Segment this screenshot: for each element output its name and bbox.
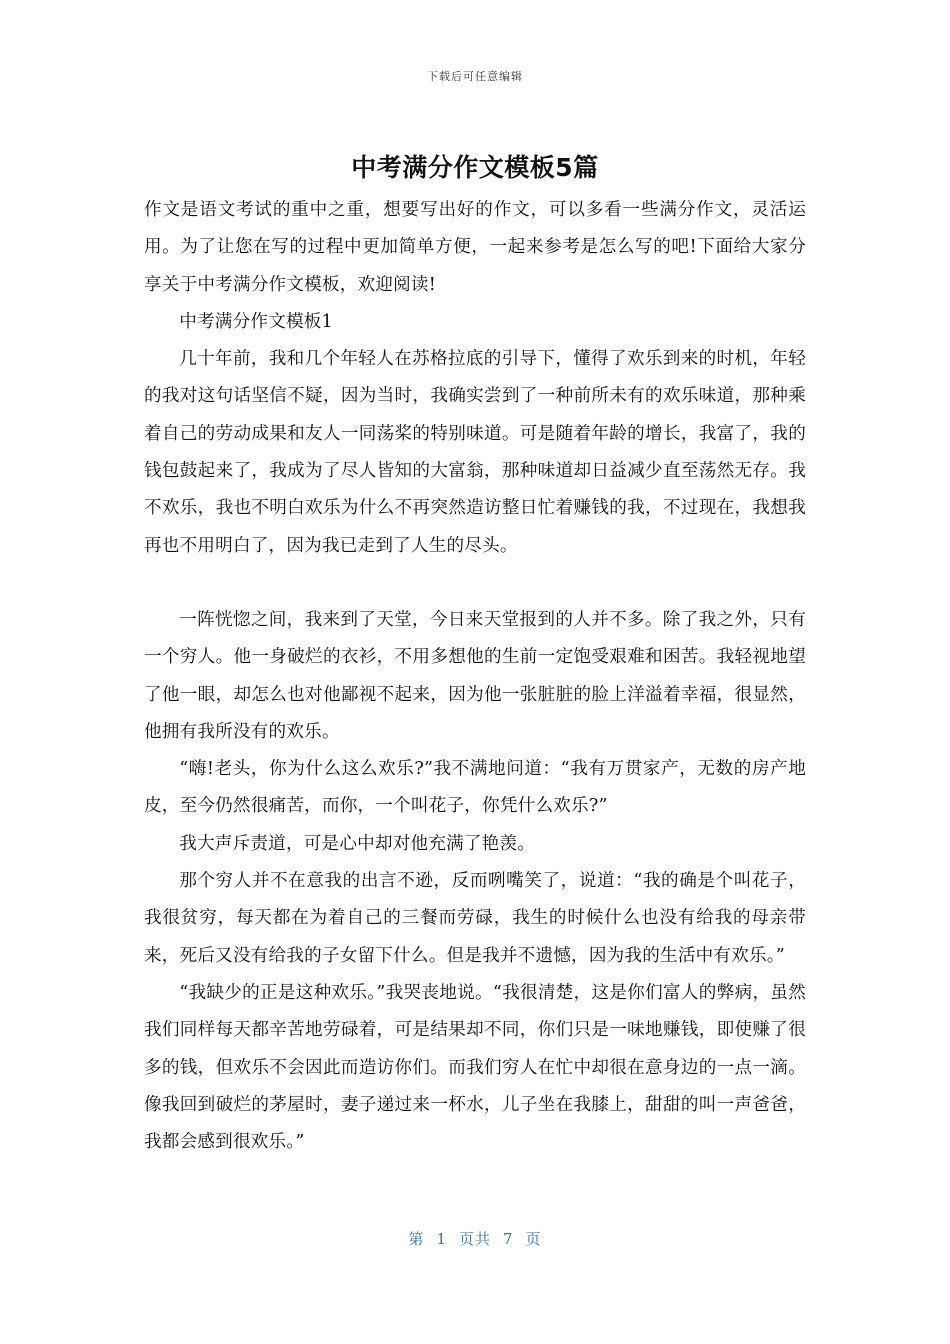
page-prefix: 第 (408, 1230, 425, 1248)
page-footer (0, 1228, 950, 1249)
document-title: 中考满分作文模板5篇 (351, 153, 599, 182)
page-total: 7 (503, 1230, 514, 1248)
intro-paragraph: 作文是语文考试的重中之重，想要写出好的作文，可以多看一些满分作文，灵活运用。为了让您在写的过程中更加简单方便，一起来参考是怎么写的吧!下面给大家分享关于中考满分作文模板，欢迎阅读! (144, 200, 806, 295)
body-paragraph: 几十年前，我和几个年轻人在苏格拉底的引导下，懂得了欢乐到来的时机，年轻的我对这句话坚信不疑，因为当时，我确实尝到了一种前所未有的欢乐味道，那种乘着自己的劳动成果和友人一同荡桨的特别味道。可是随着年龄的增长，我富了，我的钱包鼓起来了，我成为了尽人皆知的大富翁，那种味道却日益减少直至荡然无存。我不欢乐，我也不明白欢乐为什么不再突然造访整日忙着赚钱的我，不过现在，我想我再也不用明白了，因为我已走到了人生的尽头。 (144, 349, 806, 556)
body-paragraph: “我缺少的正是这种欢乐。”我哭丧地说。“我很清楚，这是你们富人的弊病，虽然我们同样每天都辛苦地劳碌着，可是结果却不同，你们只是一味地赚钱，即使赚了很多的钱，但欢乐不会因此而造访你们。而我们穷人在忙中却很在意身边的一点一滴。像我回到破烂的茅屋时，妻子递过来一杯水，儿子坐在我膝上，甜甜的叫一声爸爸，我都会感到很欢乐。” (144, 982, 806, 1153)
page-suffix: 页 (525, 1230, 542, 1248)
page-number: 1 (436, 1230, 447, 1248)
header-note: 下载后可任意编辑 (427, 70, 523, 83)
document-body (144, 192, 806, 1161)
body-paragraph: “嗨!老头，你为什么这么欢乐?”我不满地问道：“我有万贯家产，无数的房产地皮，至今仍然很痛苦，而你，一个叫花子，你凭什么欢乐?” (144, 759, 806, 817)
page-middle: 页共 (458, 1230, 491, 1248)
body-paragraph: 那个穷人并不在意我的出言不逊，反而咧嘴笑了，说道：“我的确是个叫花子，我很贫穷，每天都在为着自己的三餐而劳碌，我生的时候什么也没有给我的母亲带来，死后又没有给我的子女留下什么。但是我并不遗憾，因为我的生活中有欢乐。” (144, 871, 806, 966)
section-heading: 中考满分作文模板1 (179, 311, 333, 332)
body-paragraph: 一阵恍惚之间，我来到了天堂，今日来天堂报到的人并不多。除了我之外，只有一个穷人。他一身破烂的衣衫，不用多想他的生前一定饱受艰难和困苦。我轻视地望了他一眼，却怎么也对他鄙视不起来，因为他一张脏脏的脸上洋溢着幸福，很显然，他拥有我所没有的欢乐。 (144, 609, 806, 742)
body-paragraph: 我大声斥责道，可是心中却对他充满了艳羡。 (179, 833, 536, 854)
